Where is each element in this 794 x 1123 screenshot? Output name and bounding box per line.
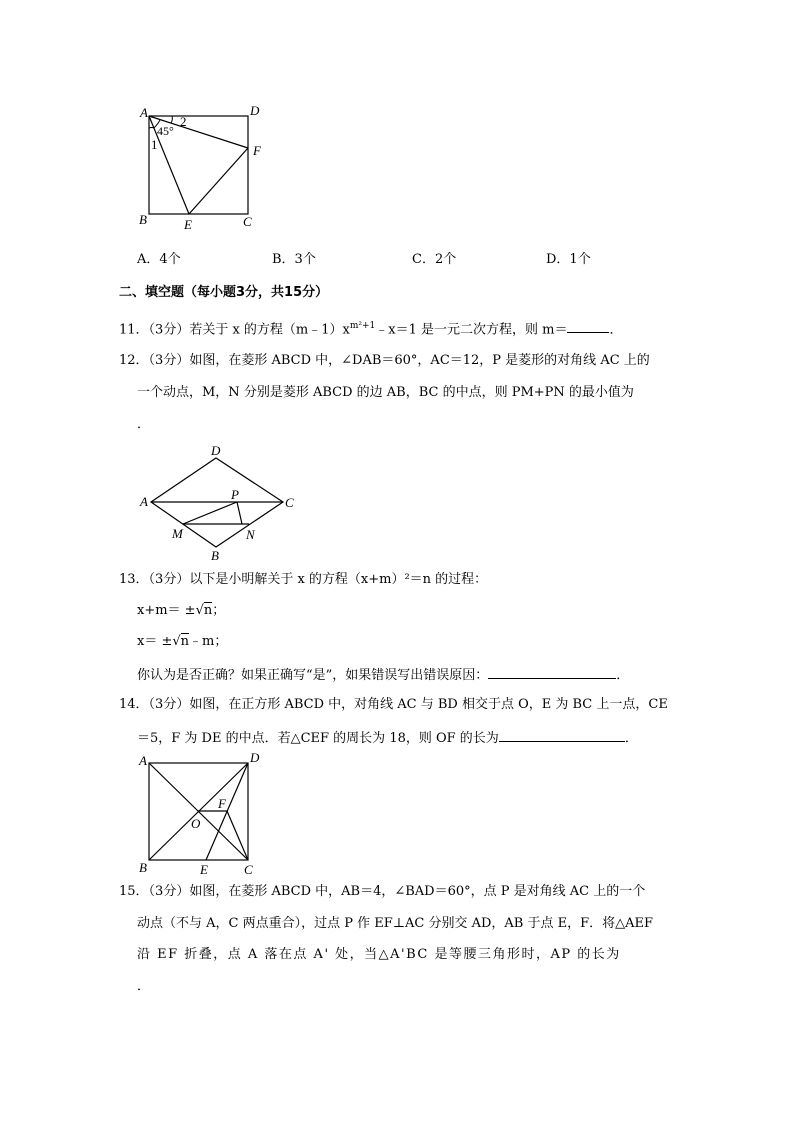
label-A: A (140, 494, 148, 509)
q13-step2-end: ﹣m； (189, 634, 228, 649)
q11-exponent: m²+1 (349, 321, 376, 331)
label-C: C (243, 214, 252, 229)
label-P: P (231, 487, 239, 502)
q14-text: ＝5，F 为 DE 的中点．若△CEF 的周长为 18，则 OF 的长为 (137, 731, 499, 746)
question-12-line3: ． (137, 417, 151, 432)
label-angle-2: 2 (180, 114, 187, 129)
question-15-line2: 动点（不与 A，C 两点重合），过点 P 作 EF⊥AC 分别交 AD，AB 于点 E，F．将△AEF (137, 916, 654, 931)
section-title: 二、填空题（每小题3分，共15分） (119, 285, 329, 300)
q11-text: 11．（3分）若关于 x 的方程（m﹣1）x (119, 322, 350, 338)
question-15-line1: 15．（3分）如图，在菱形 ABCD 中，AB＝4，∠BAD＝60°，点 P 是对角线 AC 上的一个 (119, 884, 646, 899)
q13-step2-text: x＝ ± (137, 634, 173, 649)
choice-a: A．4个 (137, 252, 181, 267)
label-O: O (191, 816, 201, 831)
label-E: E (200, 862, 208, 877)
label-A: A (140, 105, 148, 120)
sqrt-icon: √ (195, 603, 204, 618)
segment-fc (227, 811, 248, 860)
q11-text-2: ﹣x＝1 是一元二次方程，则 m＝ (375, 322, 568, 338)
q11-end: ． (609, 322, 623, 338)
label-F: F (218, 796, 226, 811)
question-13-line1: 13．（3分）以下是小明解关于 x 的方程（x+m）²＝n 的过程： (119, 572, 488, 587)
label-M: M (172, 526, 183, 541)
sqrt-icon: √ (172, 634, 181, 649)
q13-step1-end: ； (212, 603, 226, 618)
label-D: D (211, 443, 221, 458)
label-D: D (250, 750, 260, 765)
question-15-line4: ． (137, 979, 151, 994)
q13-end: ． (616, 668, 630, 683)
label-C: C (285, 495, 294, 510)
label-A: A (139, 753, 147, 768)
label-angle-45: 45° (157, 124, 174, 138)
label-F: F (253, 143, 261, 158)
label-B: B (139, 860, 147, 875)
question-14-line1: 14．（3分）如图，在正方形 ABCD 中，对角线 AC 与 BD 相交于点 O，E 为 BC 上一点，CE (119, 697, 668, 712)
question-12-line2: 一个动点，M，N 分别是菱形 ABCD 的边 AB，BC 的中点，则 PM+PN 的最小值为 (137, 385, 634, 400)
label-B: B (139, 212, 147, 227)
question-12-line1: 12．（3分）如图，在菱形 ABCD 中，∠DAB＝60°，AC＝12，P 是菱形的对角线 AC 上的 (119, 353, 650, 368)
label-E: E (184, 217, 192, 232)
choice-b: B．3个 (272, 252, 316, 267)
label-N: N (246, 527, 255, 542)
question-15-line3: 沿 EF 折叠，点 A 落在点 A' 处，当△A'BC 是等腰三角形时，AP 的长为 (137, 947, 621, 962)
q13-step1-text: x+m＝ ± (137, 603, 196, 618)
q14-end: ． (624, 731, 638, 746)
label-angle-1: 1 (151, 137, 158, 152)
label-C: C (244, 862, 253, 877)
choice-c: C．2个 (412, 252, 457, 267)
q13-prompt: 你认为是否正确？如果正确写“是”，如果错误写出错误原因： (137, 668, 489, 683)
label-D: D (250, 103, 260, 118)
label-B: B (211, 548, 219, 563)
q13-step1-radicand: n (203, 603, 213, 618)
q13-step2-radicand: n (180, 634, 190, 649)
choice-d: D．1个 (546, 252, 591, 267)
